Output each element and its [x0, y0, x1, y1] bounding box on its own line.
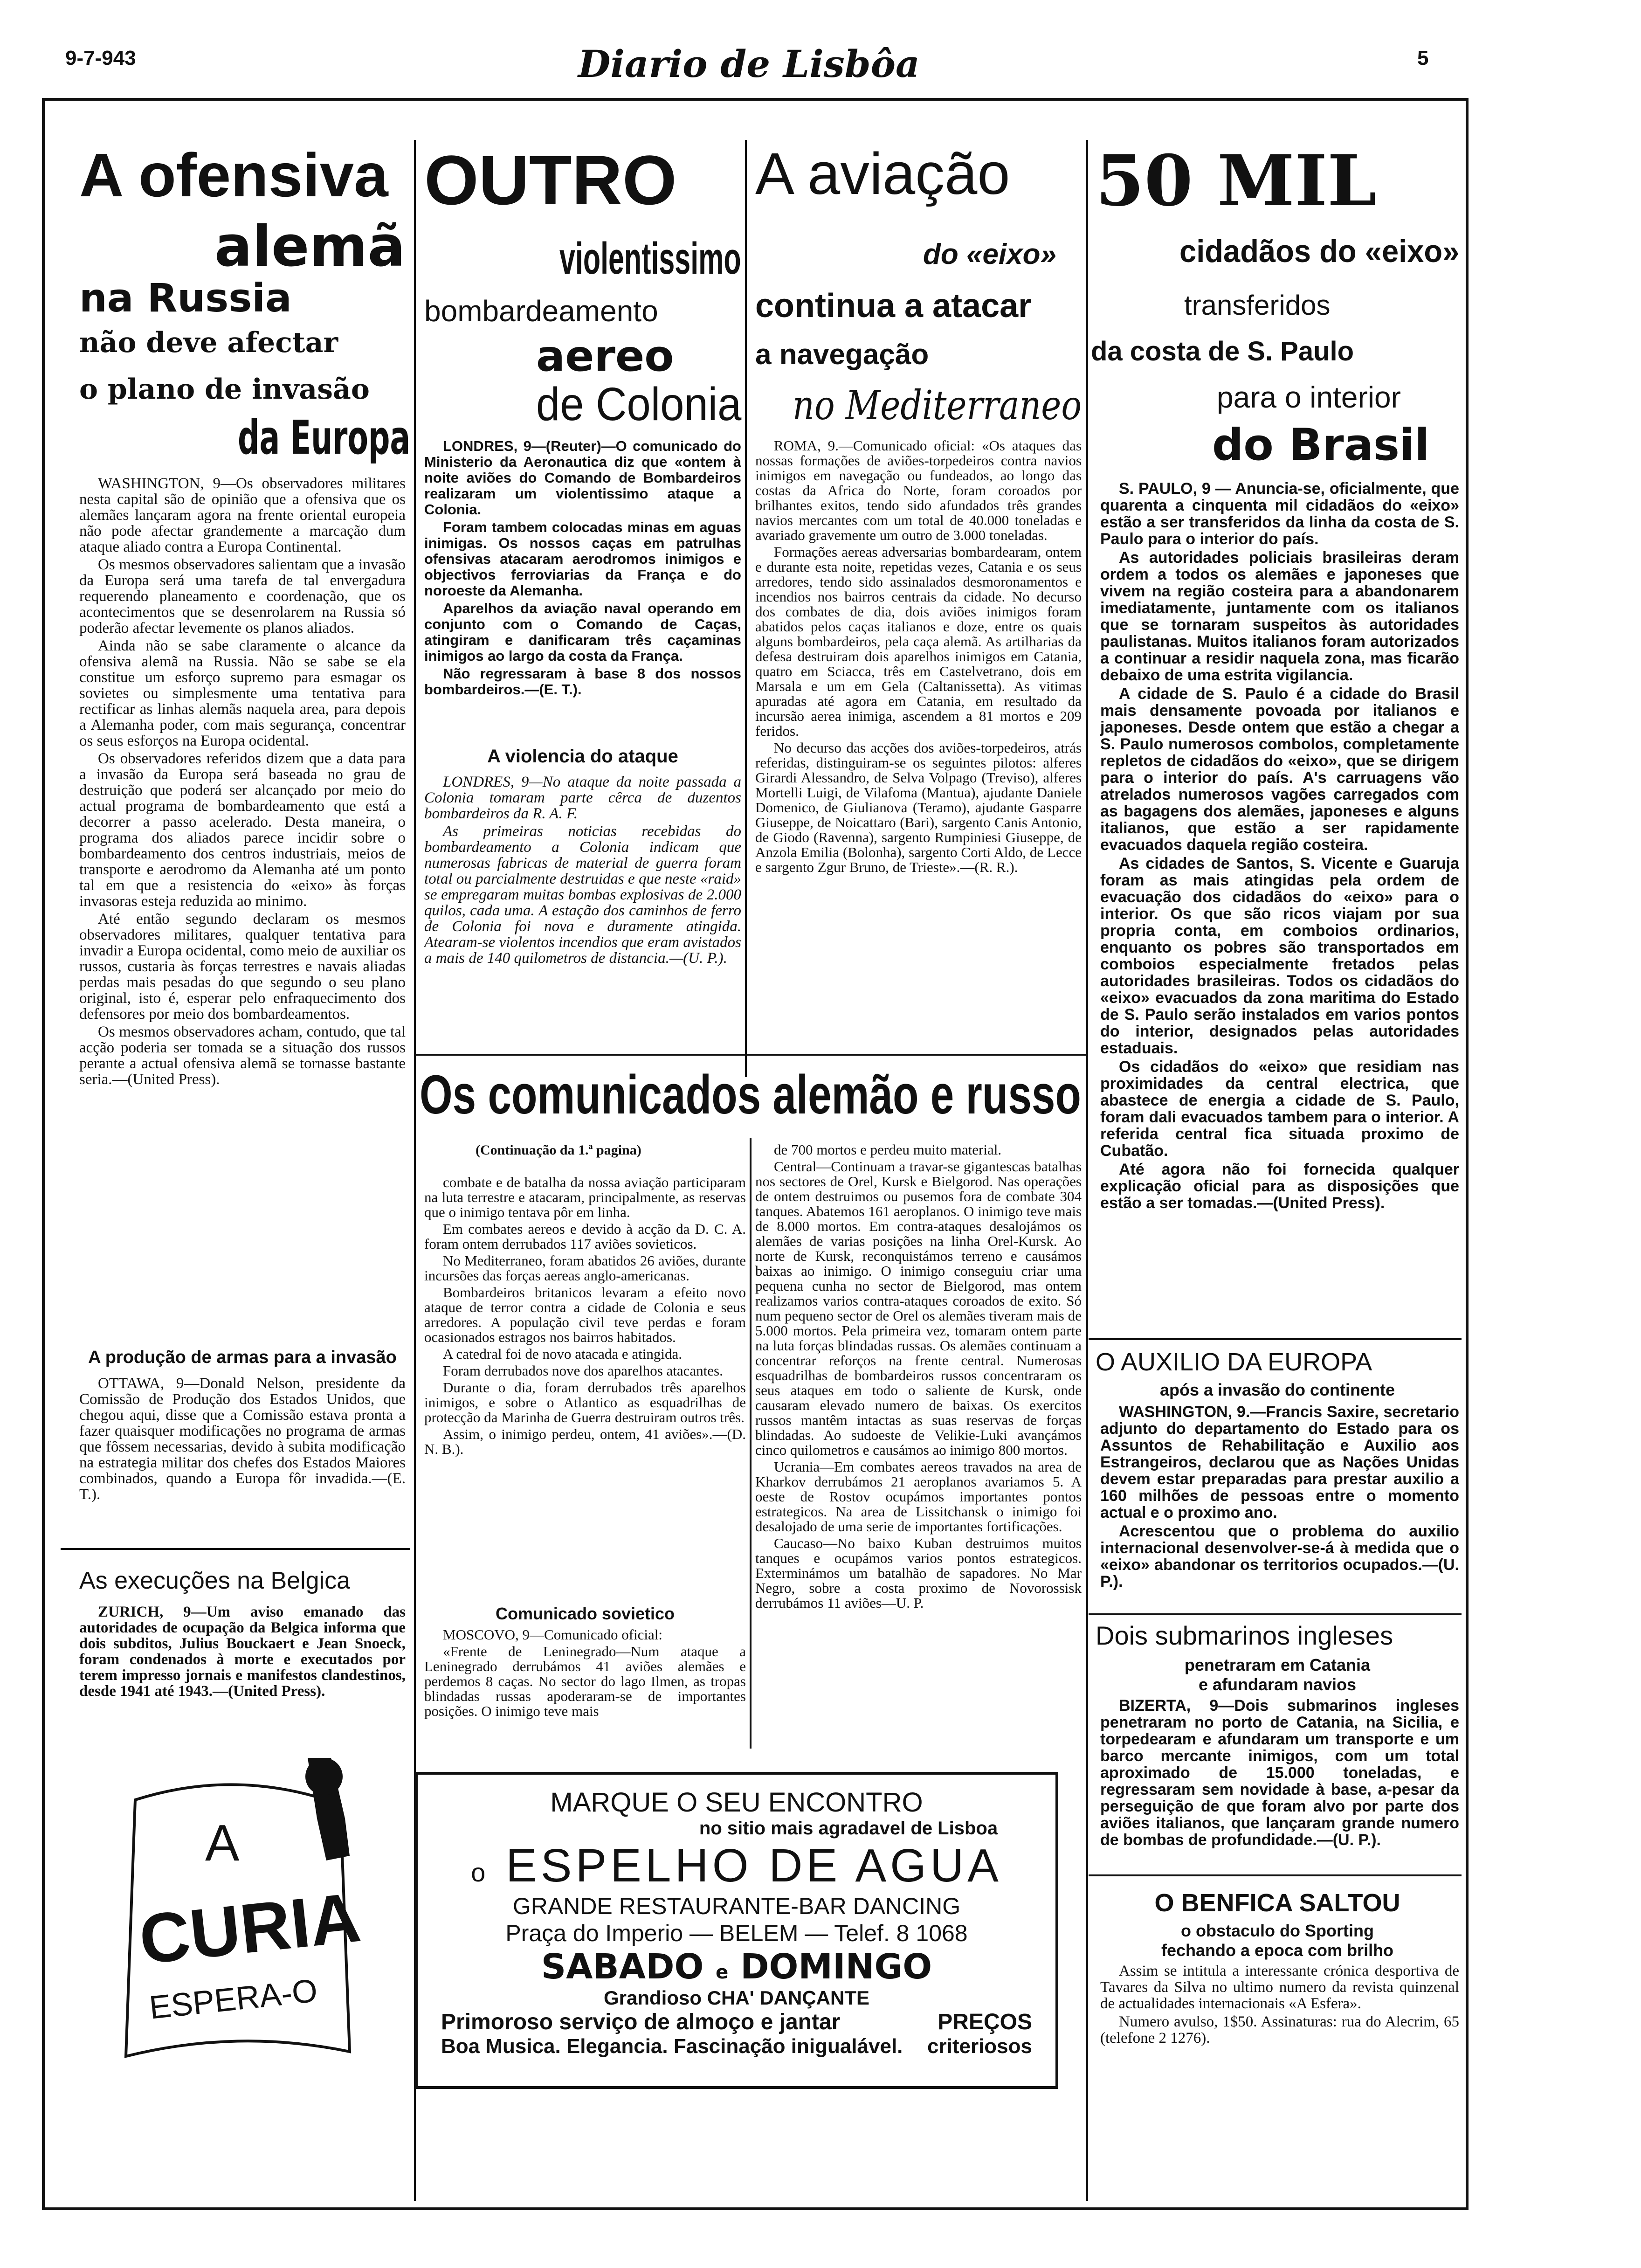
curia-ad	[107, 1749, 368, 2075]
paragraph: LONDRES, 9—No ataque da noite passada a Colonia tomaram parte cêrca de duzentos bombardeiros da R. A. F.	[424, 774, 741, 822]
headline-russia: na Russia	[79, 275, 292, 321]
ad-line-sitio: no sitio mais agradavel de Lisboa	[699, 1818, 998, 1839]
paragraph: Não regressaram à base 8 dos nossos bombardeiros.—(E. T.).	[424, 665, 741, 698]
headline-outro: OUTRO	[424, 141, 677, 219]
paragraph: As primeiras noticias recebidas do bombardeamento a Colonia indicam que numerosas fabricas de material de guerra foram total ou parcialmente destruidas e que neste «raid» se empregaram muitas bombas explosivas de 2.000 quilos, cada uma. A estação dos caminhos de ferro de Colonia foi nova e duramente atingida. Atearam-se violentos incendios que eram avistados a mais de 140 quilometros de distancia.—(U. P.).	[424, 823, 741, 967]
headline-ofensiva: A ofensiva	[79, 141, 388, 209]
curia-ad-a: A	[205, 1814, 240, 1872]
article-brasil-body	[1100, 480, 1459, 1329]
paragraph: Os cidadãos do «eixo» que residiam nas proximidades da central electrica, que abastece de energia a cidade de S. Paulo, foram dali evacuados tambem para o interior. A referida central fica situada proximo de Cubatão.	[1100, 1058, 1459, 1160]
section-rule	[415, 1054, 1086, 1056]
paragraph: «Frente de Leninegrado—Num ataque a Leninegrado derrubámos 41 aviões alemães e perdemos 8 caças. No sector do lago Ilmen, as tropas blindadas russas apoderaram-se de importantes posições. O inimigo teve mais	[424, 1643, 746, 1719]
paragraph: Em combates aereos e devido à acção da D. C. A. foram ontem derrubados 117 aviões sovieticos.	[424, 1221, 746, 1252]
paragraph: de 700 mortos e perdeu muito material.	[774, 1142, 1002, 1158]
ad-line-days	[418, 1947, 1055, 1987]
paragraph: Acrescentou que o problema do auxilio internacional desenvolver-se-á à medida que o «eixo» abandonar os territorios ocupados.—(U. P.).	[1100, 1522, 1459, 1590]
section-rule	[61, 1548, 410, 1550]
paragraph: Ainda não se sabe claramente o alcance da ofensiva alemã na Russia. Não se sabe se ela constitue um esforço supremo para esmagar os sovietes ou simplesmente uma tentativa para rectificar as linhas alemãs naquela area, para depois a Alemanha poder, com mais segurança, concentrar os seus esforços na Europa ocidental.	[79, 637, 406, 749]
subhead-sovietico: Comunicado sovietico	[495, 1604, 675, 1623]
paragraph: OTTAWA, 9—Donald Nelson, presidente da Comissão de Produção dos Estados Unidos, que chegou aqui, disse que a Comissão estava pronta a fazer quaisquer modificações no programa de armas que fôssem necessarias, devido à subita modificação na estrategia militar dos chefes dos Estados Maiores combinados, quando a Europa fôr invadida.—(E. T.).	[79, 1376, 406, 1503]
paragraph: Bombardeiros britanicos levaram a efeito novo ataque de terror contra a cidade de Colonia e seus arredores. A população civil teve perdas e foram ocasionados estragos nos bairros habitados.	[424, 1284, 746, 1345]
paragraph: Foram derrubados nove dos aparelhos atacantes.	[443, 1362, 723, 1379]
issue-date: 9-7-943	[65, 47, 136, 69]
subhead-catania: penetraram em Catania	[1184, 1655, 1371, 1674]
page-number: 5	[1417, 47, 1429, 69]
subhead-sporting: o obstaculo do Sporting	[1181, 1921, 1374, 1940]
section-rule	[1089, 1338, 1462, 1340]
headline-plano: o plano de invasão	[79, 373, 370, 406]
headline-benfica: O BENFICA SALTOU	[1154, 1889, 1400, 1917]
headline-interior: para o interior	[1217, 380, 1401, 414]
paragraph: Numero avulso, 1$50. Assinaturas: rua do Alecrim, 65 (telefone 2 1276).	[1100, 2013, 1459, 2047]
paragraph: combate e de batalha da nossa aviação participaram na luta terrestre e atacaram, principalmente, as reservas que o inimigo tentava pôr em linha.	[424, 1175, 746, 1220]
headline-nao-deve: não deve afectar	[79, 326, 338, 359]
ad-criteriosos: criteriosos	[927, 2035, 1032, 2058]
ad-precos: PREÇOS	[938, 2010, 1032, 2034]
headline-alema: alemã	[214, 214, 406, 279]
article-violencia-body	[424, 774, 741, 1049]
ad-article: o	[471, 1858, 490, 1887]
paragraph: Os observadores referidos dizem que a data para a invasão da Europa será baseada no grau de destruição que poderá ser alcançado por meio do actual programa de bombardeamento que está a decorrer a passo acelerado. Desta maneira, o programa dos aliados parece incidir sobre o bombardeamento dos centros industriais, meios de transporte e aerodromo da Alemanha até um ponto tal em que a resistencia do «eixo» às forças invasoras esteja reduzida ao minimo.	[79, 750, 406, 910]
paragraph: A cidade de S. Paulo é a cidade do Brasil mais densamente povoada por italianos e japoneses. Desde ontem que estão a chegar a S. Paulo numerosos combolos, completamente repletos de cidadãos do «eixo», que se dirigem para o interior do país. A's carruagens vão atrelados numerosos vagões carregados com as bagagens dos alemães, japoneses e alguns italianos, que estão a ser rapidamente evacuados daquela região costeira.	[1100, 685, 1459, 854]
ad-line-servico	[418, 2009, 1055, 2035]
paragraph: WASHINGTON, 9—Os observadores militares nesta capital são de opinião que a ofensiva que os alemães lançaram agora na frente oriental europeia não pode afectar grandemente a marcação dum ataque aliado contra a Europa Continental.	[79, 476, 406, 555]
headline-aereo: aereo	[536, 331, 674, 381]
paragraph: Assim, o inimigo perdeu, ontem, 41 aviões».—(D. N. B.).	[424, 1426, 746, 1457]
paragraph: Central—Continuam a travar-se gigantescas batalhas nos sectores de Orel, Kursk e Bielgorod. Nas operações de ontem destruimos ou pusemos fora de combate 304 tanques. Abatemos 161 aeroplanos. O inimigo teve mais de 8.000 mortos. Em contra-ataques desalojámos os alemães de varias posições na linha Orel-Kursk. Ao norte de Kursk, reconquistámos terreno e causámos baixas ao inimigo. O inimigo conseguiu criar uma pequena cunha no sector de Bielgorod, mas ontem realizamos varios contra-ataques coroados de exito. Só num pequeno sector de Orel os alemães tiveram mais de 5.000 mortos. Pela primeira vez, tomaram ontem parte na luta forças blindadas russas. Os alemães continuam a concentrar reforços na frente central. Numerosas esquadrilhas de bombardeiros russos concentraram os seus ataques em todo o saliente de Kursk, onde causaram elevado numero de baixas. Os exercitos russos mantêm intactas as suas reservas de forças blindadas. Ao sudoeste de Velikie-Luki avançámos cinco quilometros e causámos ao inimigo 800 mortos.	[755, 1158, 1082, 1458]
column-rule	[745, 140, 747, 1077]
headline-bombardeamento: bombardeamento	[424, 294, 658, 328]
paragraph: A catedral foi de novo atacada e atingida.	[443, 1346, 682, 1362]
ad-restaurant-name: ESPELHO DE AGUA	[506, 1839, 1002, 1892]
paragraph: Ucrania—Em combates aereos travados na area de Kharkov derrubámos 21 aeroplanos avariamos 5. A oeste de Rostov ocupámos importantes pontos estrategicos. Na area de Lissitchansk o inimigo foi desalojado de uma serie de importantes fortificações.	[755, 1459, 1082, 1535]
headline-costa: da costa de S. Paulo	[1091, 336, 1354, 366]
article-execucoes-body	[79, 1604, 406, 1725]
headline-continua: continua a atacar	[755, 287, 1032, 325]
ad-line-musica	[418, 2035, 1055, 2058]
article-ofensiva-body	[79, 476, 406, 1343]
paragraph: No Mediterraneo, foram abatidos 26 aviões, durante incursões das forças aereas anglo-americanas.	[424, 1252, 746, 1284]
headline-submarinos: Dois submarinos ingleses	[1096, 1621, 1393, 1650]
subhead-producao: A produção de armas para a invasão	[88, 1348, 397, 1367]
headline-auxilio: O AUXILIO DA EUROPA	[1096, 1348, 1372, 1376]
paragraph: ROMA, 9.—Comunicado oficial: «Os ataques das nossas formações de aviões-torpedeiros contra navios inimigos em navegação ou fundeados, ao longo das costas da Africa do Norte, foram coroados por brilhantes exitos, tendo sido afundados três grandes navios mercantes com um total de 40.000 toneladas e avariado gravemente um outro de 3.000 toneladas.	[755, 438, 1082, 543]
headline-aviacao: A aviação	[755, 141, 1010, 207]
paragraph: Durante o dia, foram derrubados três aparelhos inimigos, e sobre o Atlantico as esquadrilhas de protecção da Marinha de Guerra destruiram outros três.	[424, 1379, 746, 1425]
article-aviacao-body	[755, 438, 1082, 1049]
curia-ad-tagline: ESPERA-O	[147, 1972, 319, 2026]
paragraph: LONDRES, 9—(Reuter)—O comunicado do Ministerio da Aeronautica diz que «ontem à noite aviões do Comando de Bombardeiros realizaram um violentissimo ataque a Colonia.	[424, 438, 741, 518]
paragraph: No decurso das acções dos aviões-torpedeiros, atrás referidas, distinguiram-se os seguintes pilotos: alferes Girardi Alessandro, de Selva Volpago (Treviso), alferes Mortelli Luigi, de Vilafoma (Mantua), ajudante Daniele Domenico, de Giulianova (Teramo), ajudante Gasparre Giuseppe, de Noicattaro (Bari), sargento Canis Antonio, de Giodo (Ravenna), sargento Rumpiniesi Giuseppe, de Anzola Emilia (Bolonha), sargento Corti Aldo, de Lecce e sargento Zgur Bruno, de Trieste».—(R. R.).	[755, 740, 1082, 875]
ad-saturday: SABADO	[541, 1947, 704, 1987]
curia-ad-name: CURIA	[136, 1877, 365, 1979]
paragraph: ZURICH, 9—Um aviso emanado das autoridades de ocupação da Belgica informa que dois subditos, Julius Bouckaert e Jean Snoeck, foram condenados à morte e executados por terem impresso jornais e manifestos clandestinos, desde 1941 até 1943.—(United Press).	[79, 1604, 406, 1700]
paragraph: WASHINGTON, 9.—Francis Saxire, secretario adjunto do departamento do Estado para os Assuntos de Rehabilitação e Auxilio aos Estrangeiros, declarou que as Nações Unidas devem estar preparadas para prestar auxilio a 160 milhões de pessoas entre o momento actual e o proximo ano.	[1100, 1404, 1459, 1521]
paragraph: Os mesmos observadores salientam que a invasão da Europa será uma tarefa de tal envergadura requerendo planeamento e coordenação, que os acontecimentos que se desenrolarem na Russia só poderão afectar levemente os planos aliados.	[79, 556, 406, 636]
article-comunicado-sovietico	[424, 1627, 746, 1749]
section-rule	[1089, 1613, 1462, 1615]
column-rule	[750, 1138, 752, 1749]
newspaper-title: Diario de Lisbôa	[578, 42, 920, 86]
headline-mediterraneo: no Mediterraneo	[793, 382, 1082, 429]
article-submarinos-body	[1100, 1697, 1459, 1870]
article-benfica-body	[1100, 1963, 1459, 2080]
subhead-epoca: fechando a epoca com brilho	[1161, 1941, 1394, 1960]
headline-navegacao: a navegação	[755, 339, 929, 371]
article-colonia-body	[424, 438, 741, 737]
article-comunicado-sovietico-cont	[755, 1142, 1082, 1749]
curia-ad-bowl	[305, 1758, 343, 1795]
paragraph: Até então segundo declaram os mesmos observadores militares, qualquer tentativa para invadir a Europa ocidental, como meio de auxiliar os russos, custaria às forças terrestres e navais aliadas perdas mais pesadas do que segundo o seu plano original, isto é, esperar pelo enfraquecimento dos defensores por meio dos bombardeamentos.	[79, 911, 406, 1023]
article-producao-body	[79, 1376, 406, 1543]
headline-cidadaos: cidadãos do «eixo»	[1179, 234, 1460, 269]
paragraph: BIZERTA, 9—Dois submarinos ingleses penetraram no porto de Catania, na Sicilia, e torpedearam e afundaram um transporte e um barco mercante inimigos, com um total aproximado de 15.000 toneladas, e regressaram sem novidade à base, a-pesar da perseguição de que foram alvo por parte dos aviões italianos, que lançaram grande numero de bombas de profundidade.—(U. P.).	[1100, 1697, 1459, 1849]
subhead-afundaram: e afundaram navios	[1198, 1675, 1357, 1694]
ad-line-restaurante: GRANDE RESTAURANTE-BAR DANCING	[512, 1893, 961, 1919]
paragraph: As autoridades policiais brasileiras deram ordem a todos os alemães e japoneses que vivem na região costeira para a abandonarem imediatamente, juntamente com os italianos que se tornaram suspeitos às autoridades paulistanas. Muitos italianos foram autorizados a continuar a residir naquela zona, mas ficarão debaixo de uma estrita vigilancia.	[1100, 549, 1459, 684]
paragraph: Assim se intitula a interessante crónica desportiva de Tavares da Silva no ultimo numero da revista quinzenal de actualidades internacionais «A Esfera».	[1100, 1963, 1459, 2012]
continuation-note: (Continuação da 1.ª pagina)	[476, 1142, 641, 1158]
paragraph: Os mesmos observadores acham, contudo, que tal acção poderia ser tomada se a situação dos russos perante a actual ofensiva alemã se tornasse bastante seria.—(United Press).	[79, 1023, 406, 1088]
espelho-de-agua-ad	[415, 1772, 1058, 2089]
ad-sunday: DOMINGO	[740, 1947, 932, 1987]
headline-europa: da Europa	[238, 410, 411, 465]
paragraph: Formações aereas adversarias bombardearam, ontem e durante esta noite, repetidas vezes, Catania e os seus arredores, tendo sido assinalados desmoronamentos e incendios nos bairros centrais da cidade. No decurso dos combates de dia, dois aviões inimigos foram abatidos pelos caças italianos e doze, entre os quais alguns bombardeiros, pela caça alemã. As artilharias da defesa destruiram dois aparelhos inimigos em Catania, quatro em Sciacca, três em Castelvetrano, dois em Marsala e um em Gela (Caltanissetta). As vitimas apuradas até agora em Catania, em resultado da incursão aerea inimiga, ascendem a 81 mortos e 209 feridos.	[755, 544, 1082, 739]
ad-servico: Primoroso serviço de almoço e jantar	[441, 2010, 841, 2034]
headline-colonia: de Colonia	[536, 378, 742, 430]
ad-and: e	[716, 1962, 729, 1983]
paragraph: Até agora não foi fornecida qualquer explicação oficial para as disposições que estão a ser tomadas.—(United Press).	[1100, 1161, 1459, 1212]
paragraph: Aparelhos da aviação naval operando em conjunto com o Comando de Caças, atingiram e danificaram três caçaminas inimigos ao largo da costa da França.	[424, 600, 741, 664]
section-rule	[1089, 1874, 1462, 1876]
ad-line-encontro: MARQUE O SEU ENCONTRO	[550, 1787, 923, 1818]
headline-50-mil: 50 MIL	[1096, 140, 1377, 222]
subhead-violencia: A violencia do ataque	[487, 746, 678, 767]
headline-comunicados: Os comunicados alemão e russo	[420, 1064, 1081, 1126]
article-comunicado-alemao	[424, 1175, 746, 1501]
article-auxilio-body	[1100, 1404, 1459, 1609]
column-rule	[1086, 140, 1088, 2201]
ad-line-cha: Grandioso CHA' DANÇANTE	[604, 1987, 869, 2009]
paragraph: As cidades de Santos, S. Vicente e Guaruja foram as mais atingidas pela ordem de evacuação dos cidadãos do «eixo» para o interior. Os que são ricos viajam por sua propria conta, em comboios ordinarios, enquanto os pobres são transportados em comboios especialmente fretados pelas autoridades brasileiras. Todos os cidadãos do «eixo» evacuados da zona maritima do Estado de S. Paulo serão instalados em varios pontos do interior, designados pelas autoridades estaduais.	[1100, 855, 1459, 1057]
headline-violentissimo: violentissimo	[559, 234, 741, 284]
headline-brasil: do Brasil	[1212, 420, 1430, 470]
ad-musica: Boa Musica. Elegancia. Fascinação inigualável.	[441, 2035, 903, 2058]
paragraph: Foram tambem colocadas minas em aguas inimigas. Os nossos caças em patrulhas ofensivas atacaram aerodromos inimigos e objectivos ferroviarias da França e do noroeste da Alemanha.	[424, 519, 741, 599]
ad-line-address: Praça do Imperio — BELEM — Telef. 8 1068	[505, 1920, 968, 1946]
subhead-auxilio: após a invasão do continente	[1159, 1380, 1395, 1399]
headline-do-eixo: do «eixo»	[923, 238, 1056, 270]
paragraph: S. PAULO, 9 — Anuncia-se, oficialmente, que quarenta a cinquenta mil cidadãos do «eixo» estão a ser transferidos da linha da costa de S. Paulo para o interior do país.	[1100, 480, 1459, 548]
headline-transferidos: transferidos	[1184, 290, 1331, 321]
ad-line-espelho	[418, 1839, 1055, 1893]
paragraph: Caucaso—No baixo Kuban destruimos muitos tanques e ocupámos varios pontos estrategicos. Exterminámos um batalhão de sapadores. No Mar Negro, sobre a costa proximo de Novorossisk derrubámos 11 aviões—U. P.	[755, 1535, 1082, 1611]
paragraph: MOSCOVO, 9—Comunicado oficial:	[443, 1627, 662, 1643]
headline-execucoes: As execuções na Belgica	[79, 1567, 351, 1594]
